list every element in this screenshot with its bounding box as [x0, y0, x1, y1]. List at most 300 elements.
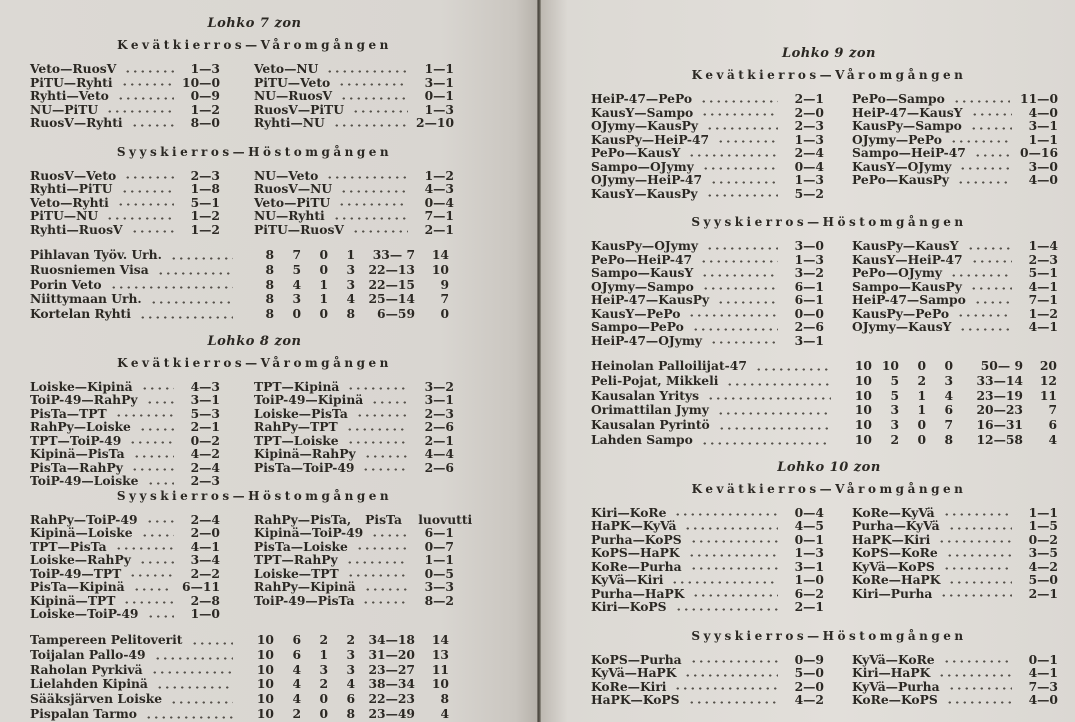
- match-pair: ToiP-49—RahPy: [30, 392, 138, 408]
- match-score: 0—4: [794, 504, 824, 520]
- match-row: [254, 511, 473, 527]
- match-row: [254, 116, 454, 130]
- match-score: 0—1: [1028, 651, 1058, 667]
- dot-leader: [145, 715, 233, 720]
- dot-leader: [333, 123, 406, 128]
- match-row: [591, 320, 824, 334]
- match-pair: PePo—HeiP-47: [591, 251, 693, 267]
- stat-games: 8: [265, 291, 274, 307]
- stat-draws: 0: [917, 417, 926, 433]
- dot-leader: [701, 112, 778, 117]
- match-score: 2—4: [190, 511, 220, 527]
- stat-losses: 1: [346, 247, 355, 262]
- standings-table: [30, 248, 479, 322]
- dot-leader: [690, 659, 778, 664]
- match-pair: Veto—Ryhti: [30, 194, 109, 210]
- stat-games: 10: [256, 661, 274, 677]
- dot-leader: [701, 273, 778, 278]
- team-name: Niittymaan Urh.: [30, 291, 142, 307]
- dot-leader: [755, 367, 831, 372]
- dot-leader: [147, 614, 175, 619]
- match-score: 3—1: [424, 74, 454, 90]
- stat-games: 8: [265, 261, 274, 277]
- match-columns: [30, 513, 479, 621]
- match-row: [254, 89, 454, 103]
- match-pair: KausY—Sampo: [591, 104, 694, 120]
- match-pair: KoRe—Kiri: [591, 678, 667, 694]
- standings-row: [30, 692, 449, 707]
- stat-losses: 4: [346, 291, 355, 307]
- match-pair: Purha—HaPK: [591, 585, 685, 601]
- stat-goals: 22—15: [368, 276, 415, 292]
- dot-leader: [106, 216, 174, 221]
- match-pair: Sampo—PePo: [591, 319, 684, 334]
- dot-leader: [141, 533, 174, 538]
- match-row: [254, 393, 454, 407]
- match-pair: Loiske—TPT: [254, 565, 339, 581]
- dot-leader: [948, 526, 1012, 531]
- match-pair: NU—PiTU: [30, 101, 99, 117]
- match-score: 2—1: [190, 419, 220, 435]
- match-pair: NU—Ryhti: [254, 208, 325, 223]
- dot-leader: [957, 313, 1012, 318]
- match-row: [591, 560, 824, 574]
- dot-leader: [971, 112, 1013, 117]
- match-pair: Sampo—KausY: [591, 265, 694, 280]
- match-score: 5—1: [1028, 265, 1058, 280]
- dot-leader: [959, 327, 1012, 332]
- match-pair: OJymy—Sampo: [591, 278, 694, 294]
- match-pair: OJymy—PePo: [852, 131, 942, 147]
- stat-losses: 8: [346, 705, 355, 721]
- match-row: [591, 160, 824, 174]
- match-row: [591, 239, 824, 253]
- match-row: [254, 553, 454, 567]
- match-pair: Ryhti—Veto: [30, 88, 109, 103]
- match-score: 5—0: [794, 665, 824, 681]
- match-row: [591, 187, 824, 201]
- stat-wins: 2: [890, 431, 899, 447]
- match-column-right: [852, 92, 1058, 200]
- dot-leader: [147, 481, 175, 486]
- standings-row: [30, 707, 449, 722]
- stat-games: 10: [854, 402, 872, 418]
- dot-leader: [948, 580, 1012, 585]
- stat-wins: 4: [292, 676, 301, 692]
- match-row: [254, 209, 454, 223]
- match-pair: HeiP-47—OJymy: [591, 332, 703, 348]
- round-heading: Syyskierros—Höstomgången: [691, 628, 967, 643]
- match-score: 5—3: [190, 405, 220, 421]
- match-row: [852, 160, 1058, 174]
- match-pair: HaPK—KyVä: [591, 518, 677, 534]
- stat-games: 10: [854, 417, 872, 433]
- stat-games: 10: [854, 387, 872, 403]
- dot-leader: [953, 99, 1010, 104]
- match-score: 2—1: [424, 432, 454, 448]
- match-row: [852, 519, 1058, 533]
- match-row: [852, 133, 1058, 147]
- match-row: [254, 420, 454, 434]
- match-row: [254, 434, 454, 448]
- match-row: [254, 182, 454, 196]
- round-heading: Kevätkierros—Våromgången: [691, 68, 967, 82]
- match-score: 4—1: [190, 538, 220, 554]
- match-row: [591, 666, 824, 680]
- standings-row: [30, 278, 449, 293]
- match-row: [591, 519, 824, 533]
- match-row: [254, 407, 454, 421]
- match-column-right: [852, 653, 1058, 707]
- match-score: 3—1: [794, 558, 824, 574]
- match-row: [852, 573, 1058, 587]
- match-row: [30, 209, 220, 223]
- match-columns: [30, 62, 479, 130]
- match-row: [30, 553, 220, 567]
- match-row: [852, 533, 1058, 547]
- match-row: [852, 266, 1058, 280]
- match-score: 3—0: [794, 238, 824, 253]
- match-row: [30, 76, 220, 90]
- dot-leader: [115, 546, 174, 551]
- standings-row: [591, 359, 1057, 374]
- stat-points: 20: [1039, 358, 1057, 373]
- match-score: 2—1: [1028, 585, 1058, 601]
- standings-row: [30, 263, 449, 278]
- stat-losses: 4: [944, 387, 953, 403]
- dot-leader: [948, 686, 1012, 691]
- match-score: 2—0: [794, 104, 824, 120]
- match-pair: KausPy—OJymy: [591, 238, 699, 253]
- match-pair: HeiP-47—KausY: [852, 104, 963, 120]
- match-pair: KausY—KausPy: [591, 185, 698, 201]
- standings-table: [30, 633, 479, 722]
- match-score: 1—5: [1028, 518, 1058, 534]
- dot-leader: [971, 259, 1013, 264]
- match-pair: Kipinä—ToiP-49: [254, 525, 364, 541]
- dot-leader: [340, 189, 408, 194]
- match-pair: Kipinä—RahPy: [254, 446, 356, 462]
- match-score: 0—5: [424, 565, 454, 581]
- stat-games: 8: [265, 276, 274, 292]
- match-row: [852, 680, 1058, 694]
- match-row: [30, 89, 220, 103]
- match-row: [852, 506, 1058, 520]
- match-row: [591, 600, 824, 614]
- match-row: [30, 223, 220, 237]
- dot-leader: [346, 560, 408, 565]
- match-row: [591, 334, 824, 348]
- match-row: [591, 293, 824, 307]
- match-score: 2—6: [424, 459, 454, 475]
- match-score: 2—4: [794, 145, 824, 160]
- stat-losses: 6: [944, 402, 953, 418]
- dot-leader: [717, 411, 831, 416]
- dot-leader: [707, 396, 831, 401]
- match-row: [254, 540, 454, 554]
- match-score: 2—0: [190, 525, 220, 541]
- stat-losses: 8: [944, 431, 953, 447]
- dot-leader: [702, 286, 778, 291]
- match-row: [852, 280, 1058, 294]
- dot-leader: [688, 153, 778, 158]
- stat-points: 4: [440, 705, 449, 721]
- dot-leader: [129, 573, 174, 578]
- match-pair: KausY—OJymy: [852, 158, 952, 174]
- team-name: Kortelan Ryhti: [30, 306, 131, 322]
- stat-goals: 50— 9: [980, 358, 1023, 373]
- match-pair: KoPS—KoRe: [852, 545, 938, 561]
- match-score: 2—8: [190, 592, 220, 608]
- dot-leader: [974, 300, 1012, 305]
- stat-games: 10: [256, 691, 274, 707]
- stat-goals: 33— 7: [372, 247, 415, 262]
- stat-points: 13: [431, 646, 449, 662]
- team-name: Toijalan Pallo-49: [30, 646, 146, 662]
- match-score: 3—3: [424, 579, 454, 595]
- match-score: 0—4: [794, 158, 824, 174]
- dot-leader: [170, 700, 233, 705]
- match-score: 2—0: [794, 678, 824, 694]
- dot-leader: [146, 519, 174, 524]
- stat-goals: 23—49: [368, 705, 415, 721]
- match-pair: Sampo—KausPy: [852, 278, 962, 294]
- stat-draws: 0: [319, 247, 328, 262]
- stat-goals: 34—18: [368, 631, 415, 647]
- match-row: [30, 447, 220, 461]
- dot-leader: [706, 126, 778, 131]
- match-row: [852, 307, 1058, 321]
- stat-draws: 1: [319, 646, 328, 662]
- stat-wins: 6: [292, 646, 301, 662]
- stat-games: 8: [265, 306, 274, 322]
- match-score: 5—2: [794, 185, 824, 201]
- stat-losses: 3: [944, 372, 953, 388]
- match-pair: PiTU—Veto: [254, 74, 331, 90]
- dot-leader: [150, 300, 233, 305]
- match-pair: Kiri—HaPK: [852, 665, 931, 681]
- match-score: 2—4: [190, 459, 220, 475]
- dot-leader: [950, 273, 1012, 278]
- match-score: 2—2: [190, 565, 220, 581]
- stat-losses: 7: [944, 417, 953, 433]
- match-score: 0—2: [190, 432, 220, 448]
- match-pair: PiTU—NU: [30, 208, 99, 223]
- match-row: [591, 587, 824, 601]
- match-score: 1—1: [424, 552, 454, 568]
- dot-leader: [157, 271, 233, 276]
- match-pair: HeiP-47—Sampo: [852, 292, 966, 307]
- team-name: Raholan Pyrkivä: [30, 661, 143, 677]
- match-score: 0—2: [1028, 531, 1058, 547]
- stat-points: 11: [431, 661, 449, 677]
- match-row: [852, 587, 1058, 601]
- dot-leader: [938, 539, 1012, 544]
- match-pair: Sampo—HeiP-47: [852, 145, 966, 160]
- match-score: 3—2: [424, 378, 454, 394]
- dot-leader: [706, 246, 778, 251]
- team-name: Kausalan Yritys: [591, 387, 700, 403]
- standings-row: [591, 403, 1057, 418]
- stat-games: 8: [265, 247, 274, 262]
- match-row: [591, 280, 824, 294]
- match-column-left: [30, 513, 220, 621]
- dot-leader: [121, 189, 174, 194]
- match-pair: KausPy—PePo: [852, 305, 950, 321]
- team-name: Lielahden Kipinä: [30, 676, 148, 692]
- stat-losses: 8: [346, 306, 355, 322]
- match-pair: TPT—ToiP-49: [30, 432, 122, 448]
- dot-leader: [117, 96, 174, 101]
- stat-goals: 20—23: [976, 402, 1023, 418]
- match-score: 8—0: [190, 115, 220, 130]
- stat-draws: 1: [319, 276, 328, 292]
- match-row: [852, 293, 1058, 307]
- stat-draws: 0: [917, 431, 926, 447]
- dot-leader: [702, 166, 778, 171]
- dot-leader: [371, 533, 408, 538]
- stat-losses: 4: [346, 676, 355, 692]
- dot-leader: [123, 600, 174, 605]
- dot-leader: [690, 566, 778, 571]
- match-score: 1—2: [424, 167, 454, 183]
- stat-points: 7: [1048, 402, 1057, 418]
- match-pair: KyVä—HaPK: [591, 665, 677, 681]
- match-row: [254, 594, 454, 608]
- match-row: [591, 106, 824, 120]
- match-row: [254, 103, 454, 117]
- match-pair: KyVä—KoRe: [852, 651, 935, 667]
- match-row: [852, 560, 1058, 574]
- team-name: Pihlavan Työv. Urh.: [30, 247, 162, 262]
- match-pair: ToiP-49—Kipinä: [254, 392, 364, 408]
- match-row: [254, 169, 454, 183]
- stat-wins: 4: [292, 661, 301, 677]
- match-score: 1—2: [190, 101, 220, 117]
- dot-leader: [710, 340, 778, 345]
- match-score: 3—1: [794, 332, 824, 348]
- match-row: [30, 526, 220, 540]
- match-pair: KoRe—KyVä: [852, 504, 935, 520]
- match-row: [30, 474, 220, 488]
- team-name: Heinolan Palloilijat-47: [591, 358, 747, 373]
- dot-leader: [340, 96, 408, 101]
- match-score: 8—2: [424, 592, 454, 608]
- dot-leader: [362, 600, 408, 605]
- match-row: [591, 546, 824, 560]
- dot-leader: [133, 454, 174, 459]
- match-row: [254, 62, 454, 76]
- match-score: 6—11: [182, 579, 220, 595]
- match-pair: Loiske—ToiP-49: [30, 606, 139, 622]
- round-heading: Syyskierros—Höstomgången: [116, 488, 393, 503]
- stat-losses: 2: [346, 631, 355, 647]
- match-score: 3—5: [1028, 545, 1058, 561]
- match-score: 2—3: [190, 167, 220, 183]
- match-note: PisTa luovutti: [365, 511, 473, 527]
- match-score: 1—1: [1028, 131, 1058, 147]
- dot-leader: [940, 593, 1012, 598]
- dot-leader: [706, 193, 778, 198]
- stat-points: 12: [1039, 372, 1057, 388]
- stat-goals: 38—34: [368, 676, 415, 692]
- match-score: 4—0: [1028, 172, 1058, 187]
- standings-row: [30, 648, 449, 663]
- round-heading: Syyskierros—Höstomgången: [116, 144, 393, 159]
- match-column-right: [852, 239, 1058, 347]
- dot-leader: [356, 546, 408, 551]
- dot-leader: [347, 386, 408, 391]
- match-row: [591, 119, 824, 133]
- match-score: 7—3: [1028, 678, 1058, 694]
- dot-leader: [717, 300, 778, 305]
- stat-points: 7: [440, 291, 449, 307]
- match-row: [591, 693, 824, 707]
- match-score: 0—9: [794, 651, 824, 667]
- match-score: 4—0: [1028, 104, 1058, 120]
- stat-goals: 33—14: [976, 372, 1023, 388]
- stat-goals: 31—20: [368, 646, 415, 662]
- match-score: 0—7: [424, 538, 454, 554]
- match-score: 2—6: [424, 419, 454, 435]
- match-row: [852, 320, 1058, 334]
- match-pair: HeiP-47—KausPy: [591, 292, 710, 307]
- match-pair: Loiske—RahPy: [30, 552, 131, 568]
- dot-leader: [131, 123, 174, 128]
- stat-draws: 0: [319, 691, 328, 707]
- match-pair: HeiP-47—PePo: [591, 91, 693, 106]
- match-score: 2—1: [794, 599, 824, 615]
- match-score: 1—3: [424, 101, 454, 117]
- dot-leader: [154, 656, 233, 661]
- match-pair: ToiP-49—TPT: [30, 565, 122, 581]
- match-row: [30, 580, 220, 594]
- dot-leader: [684, 526, 778, 531]
- match-pair: PiTU—Ryhti: [30, 74, 113, 90]
- dot-leader: [718, 426, 831, 431]
- team-name: Kausalan Pyrintö: [591, 417, 710, 433]
- match-score: 3—2: [794, 265, 824, 280]
- match-row: [254, 380, 454, 394]
- match-pair: Kipinä—PisTa: [30, 446, 125, 462]
- dot-leader: [326, 69, 408, 74]
- match-columns: [591, 506, 1067, 614]
- match-row: [30, 513, 220, 527]
- stat-goals: 12—58: [976, 431, 1023, 447]
- match-score: 5—0: [1028, 572, 1058, 588]
- match-score: 4—3: [424, 181, 454, 196]
- match-score: 11—0: [1020, 91, 1058, 106]
- match-row: [591, 573, 824, 587]
- match-column-left: [591, 239, 824, 347]
- match-score: 4—2: [1028, 558, 1058, 574]
- standings-row: [591, 389, 1057, 404]
- stat-games: 10: [854, 358, 872, 373]
- match-score: 1—3: [794, 545, 824, 561]
- stat-goals: 6—59: [377, 306, 415, 322]
- match-pair: TPT—Kipinä: [254, 378, 340, 394]
- match-score: 4—3: [190, 378, 220, 394]
- stat-wins: 5: [890, 387, 899, 403]
- stat-games: 10: [256, 631, 274, 647]
- dot-leader: [131, 229, 174, 234]
- match-pair: RuosV—PiTU: [254, 101, 344, 117]
- stat-wins: 7: [292, 247, 301, 262]
- match-score: 1—3: [794, 172, 824, 187]
- lohko-title: Lohko 7 zon: [207, 16, 302, 31]
- standings-row: [30, 292, 449, 307]
- match-pair: TPT—Loiske: [254, 432, 339, 448]
